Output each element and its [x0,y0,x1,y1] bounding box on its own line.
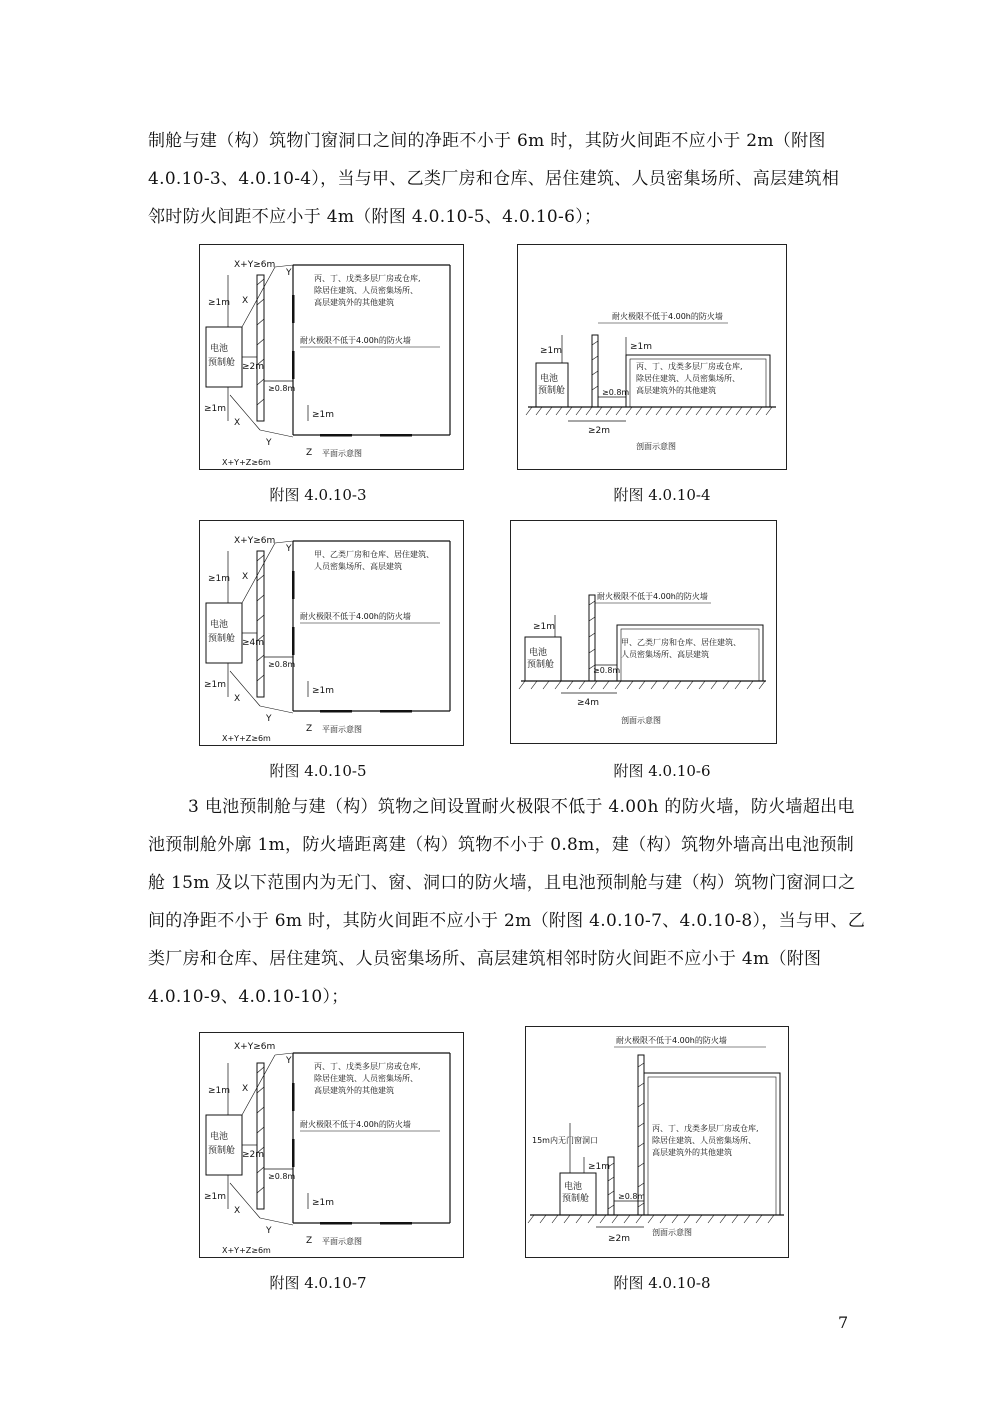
paragraph-2 [148,788,868,1016]
dim-label: ≥4m [577,698,600,708]
dim-label: X [242,296,249,306]
battery-label: 预制舱 [562,1194,590,1204]
dim-label: ≥1m [204,404,227,414]
battery-label: 电池 [564,1182,583,1192]
battery-label: 电池 [210,344,229,354]
battery-label: 电池 [210,620,229,630]
dim-label: X+Y≥6m [234,536,276,546]
dim-label: X [234,418,241,428]
firewall-label: 耐火极限不低于4.00h的防火墙 [612,312,723,321]
plan-diagram [200,521,463,745]
figure-4-0-10-3 [199,244,464,470]
building-label: 丙、丁、戊类多层厂房或仓库, [314,1062,421,1071]
page-number: 7 [838,1313,849,1332]
dim-label: ≥2m [588,426,611,436]
firewall-label: 耐火极限不低于4.00h的防火墙 [300,1120,411,1129]
dim-label: ≥2m [242,1150,265,1160]
dim-label: Z [306,724,313,734]
section-diagram [526,1027,788,1257]
building-label: 高层建筑外的其他建筑 [314,298,394,307]
dim-label: ≥1m [204,1192,227,1202]
text-line: 邻时防火间距不应小于 4m（附图 4.0.10-5、4.0.10-6）； [148,207,602,227]
building-label: 除居住建筑、人员密集场所、 [636,374,740,383]
dim-label: X [234,694,241,704]
dim-label: Y [286,1056,292,1066]
firewall-label: 耐火极限不低于4.00h的防火墙 [300,612,411,621]
text-line: 4.0.10-3、4.0.10-4），当与甲、乙类厂房和仓库、居住建筑、人员密集场所、高层建筑相 [148,169,840,189]
battery-label: 电池 [540,374,559,384]
dim-label: Z [306,1236,313,1246]
section-diagram [511,521,776,743]
dim-label: ≥2m [608,1234,631,1244]
dim-label: ≥1m [204,680,227,690]
dim-label: ≥0.8m [602,388,630,397]
dim-label: Y [266,714,272,724]
dim-label: Y [286,268,292,278]
plan-diagram [200,245,463,469]
dim-label: ≥1m [312,1198,335,1208]
dim-label: X+Y≥6m [234,260,276,270]
dim-label: 15m内无门窗洞口 [532,1136,598,1145]
building-label: 甲、乙类厂房和仓库、居住建筑、 [621,638,741,647]
plan-diagram [200,1033,463,1257]
figure-4-0-10-6 [510,520,777,744]
section-diagram [518,245,786,469]
building-label: 人员密集场所、高层建筑 [621,650,709,659]
dim-label: ≥1m [533,622,556,632]
dim-label: ≥1m [588,1162,611,1172]
firewall-label: 耐火极限不低于4.00h的防火墙 [300,336,411,345]
firewall-label: 耐火极限不低于4.00h的防火墙 [597,592,708,601]
figure-caption: 附图 4.0.10-8 [613,1274,711,1292]
building-label: 高层建筑外的其他建筑 [314,1086,394,1095]
battery-label: 预制舱 [208,1146,236,1156]
dim-label: ≥1m [630,342,653,352]
figure-4-0-10-4 [517,244,787,470]
building-label: 丙、丁、戊类多层厂房或仓库, [314,274,421,283]
dim-label: ≥1m [208,1086,231,1096]
view-label: 剖面示意图 [621,716,661,725]
building-label: 高层建筑外的其他建筑 [652,1148,732,1157]
paragraph-1 [148,122,868,236]
dim-label: ≥0.8m [593,666,621,675]
dim-label: ≥1m [540,346,563,356]
building-label: 丙、丁、戊类多层厂房或仓库, [652,1124,759,1133]
dim-label: ≥0.8m [268,1172,296,1181]
firewall-label: 耐火极限不低于4.00h的防火墙 [616,1036,727,1045]
view-label: 平面示意图 [322,449,362,458]
building-label: 除居住建筑、人员密集场所、 [314,286,418,295]
dim-label: Y [286,544,292,554]
text-line: 类厂房和仓库、居住建筑、人员密集场所、高层建筑相邻时防火间距不应小于 4m（附图 [148,949,822,969]
battery-label: 预制舱 [527,660,555,670]
battery-label: 电池 [529,648,548,658]
dim-label: ≥0.8m [268,384,296,393]
battery-label: 预制舱 [208,358,236,368]
figure-caption: 附图 4.0.10-3 [269,486,367,504]
dim-label: Y [266,1226,272,1236]
text-line: 池预制舱外廓 1m，防火墙距离建（构）筑物不小于 0.8m，建（构）筑物外墙高出电池预制 [148,835,855,855]
text-line: 制舱与建（构）筑物门窗洞口之间的净距不小于 6m 时，其防火间距不应小于 2m（附图 [148,131,826,151]
dim-label: ≥4m [242,638,265,648]
dim-label: Z [306,448,313,458]
figure-4-0-10-5 [199,520,464,746]
dim-label: ≥1m [208,298,231,308]
figure-4-0-10-8 [525,1026,789,1258]
dim-label: ≥2m [242,362,265,372]
dim-label: X [242,1084,249,1094]
dim-label: ≥0.8m [268,660,296,669]
dim-label: ≥1m [312,410,335,420]
view-label: 平面示意图 [322,725,362,734]
text-line: 间的净距不小于 6m 时，其防火间距不应小于 2m（附图 4.0.10-7、4.0.10-8），当与甲、乙 [148,911,866,931]
view-label: 平面示意图 [322,1237,362,1246]
dim-label: X+Y≥6m [234,1042,276,1052]
building-label: 甲、乙类厂房和仓库、居住建筑、 [314,550,434,559]
dim-label: ≥1m [208,574,231,584]
text-line: 3 电池预制舱与建（构）筑物之间设置耐火极限不低于 4.00h 的防火墙，防火墙超出电 [188,797,855,817]
text-line: 4.0.10-9、4.0.10-10）； [148,987,349,1007]
dim-label: X+Y+Z≥6m [222,1246,271,1255]
figure-caption: 附图 4.0.10-7 [269,1274,367,1292]
building-label: 除居住建筑、人员密集场所、 [314,1074,418,1083]
dim-label: X [234,1206,241,1216]
dim-label: ≥1m [312,686,335,696]
building-label: 除居住建筑、人员密集场所、 [652,1136,756,1145]
figure-caption: 附图 4.0.10-6 [613,762,711,780]
dim-label: ≥0.8m [618,1192,646,1201]
figure-caption: 附图 4.0.10-4 [613,486,711,504]
battery-label: 预制舱 [208,634,236,644]
figure-4-0-10-7 [199,1032,464,1258]
view-label: 剖面示意图 [636,442,676,451]
building-label: 丙、丁、戊类多层厂房或仓库, [636,362,743,371]
building-label: 高层建筑外的其他建筑 [636,386,716,395]
view-label: 剖面示意图 [652,1228,692,1237]
dim-label: X+Y+Z≥6m [222,458,271,467]
dim-label: X+Y+Z≥6m [222,734,271,743]
battery-label: 电池 [210,1132,229,1142]
text-line: 舱 15m 及以下范围内为无门、窗、洞口的防火墙，且电池预制舱与建（构）筑物门窗洞口之 [148,873,856,893]
battery-label: 预制舱 [538,386,566,396]
dim-label: Y [266,438,272,448]
figure-caption: 附图 4.0.10-5 [269,762,367,780]
dim-label: X [242,572,249,582]
building-label: 人员密集场所、高层建筑 [314,562,402,571]
